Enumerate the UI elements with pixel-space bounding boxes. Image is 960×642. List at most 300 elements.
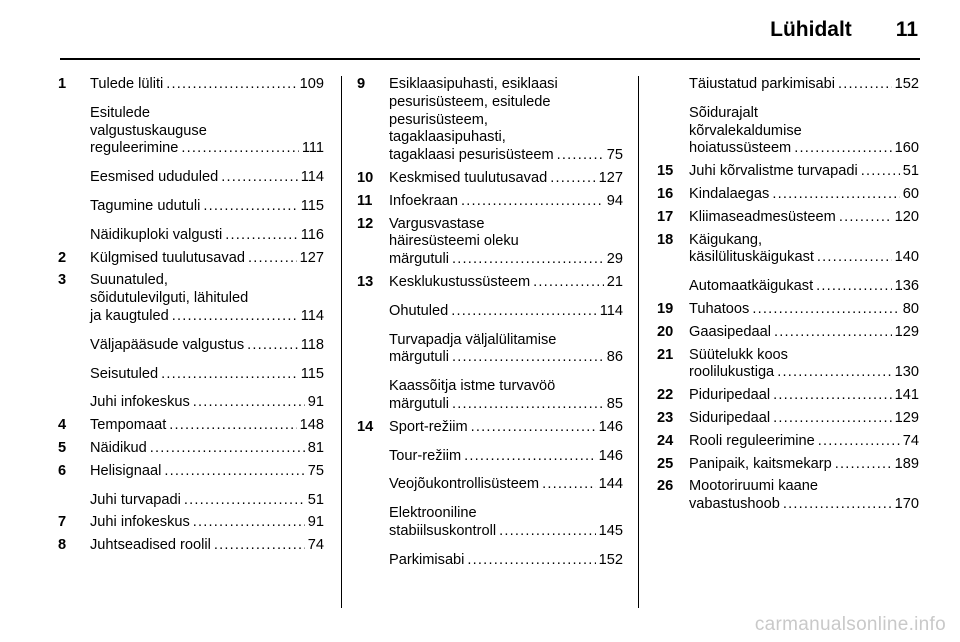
page-reference-link[interactable]: 51 <box>902 163 919 180</box>
entry-text-line: Näidikud <box>90 439 147 456</box>
entry-last-line <box>389 419 623 437</box>
entry-text-line: hoiatussüsteem <box>689 140 792 157</box>
entry-last-line <box>389 476 623 494</box>
item-number: 26 <box>657 478 674 495</box>
page-reference-link[interactable]: 115 <box>300 365 324 382</box>
entry-body <box>389 505 623 541</box>
item-number <box>357 476 389 494</box>
entry-body <box>389 552 623 570</box>
index-entry <box>58 394 324 412</box>
page-reference-link[interactable]: 136 <box>894 278 919 295</box>
entry-body <box>90 198 324 216</box>
entry-text-line: Gaasipedaal <box>689 323 771 340</box>
page-reference-link[interactable]: 114 <box>599 302 623 319</box>
entry-text-line: Süütelukk koos <box>689 346 788 363</box>
dot-leader <box>773 387 892 405</box>
index-entry <box>657 278 919 296</box>
entry-body <box>389 448 623 466</box>
dot-leader <box>181 140 298 158</box>
page-reference-link[interactable]: 29 <box>606 251 623 268</box>
item-number: 20 <box>657 323 674 340</box>
item-number: 13 <box>357 273 374 290</box>
entry-body <box>90 537 324 555</box>
entry-body <box>389 419 623 437</box>
entry-body <box>90 492 324 510</box>
page-reference-link[interactable]: 148 <box>299 417 324 434</box>
dot-leader <box>247 337 298 355</box>
page-reference-link[interactable]: 114 <box>300 169 324 186</box>
entry-body <box>389 216 623 269</box>
entry-body <box>389 332 623 368</box>
item-number <box>58 105 90 158</box>
entry-text-line: Infoekraan <box>389 192 458 209</box>
column-divider <box>638 76 639 608</box>
dot-leader <box>248 250 297 268</box>
page-reference-link[interactable]: 140 <box>894 249 919 266</box>
page-reference-link[interactable]: 85 <box>606 395 623 412</box>
page-number: 11 <box>895 18 918 41</box>
page-reference-link[interactable]: 189 <box>894 455 919 472</box>
entry-text-line: Tour-režiim <box>389 447 462 464</box>
entry-last-line <box>389 274 623 292</box>
page-reference-link[interactable]: 127 <box>598 169 623 186</box>
entry-text-line: stabiilsuskontroll <box>389 522 497 539</box>
watermark: carmanualsonline.info <box>754 614 946 635</box>
index-entry <box>657 324 919 342</box>
entry-last-line <box>90 366 324 384</box>
page-reference-link[interactable]: 51 <box>307 491 324 508</box>
index-entry <box>58 272 324 325</box>
entry-text-line: käsilülituskäigukast <box>689 249 814 266</box>
page-header <box>770 18 918 42</box>
page-reference-link[interactable]: 60 <box>902 185 919 202</box>
entry-text-line: Suunatuled, <box>90 272 168 289</box>
entry-body <box>689 387 919 405</box>
page-reference-link[interactable]: 129 <box>894 323 919 340</box>
dot-leader <box>542 476 596 494</box>
item-number: 10 <box>357 169 374 186</box>
item-number <box>58 198 90 216</box>
item-number: 15 <box>657 163 674 180</box>
entry-body <box>90 227 324 245</box>
item-number <box>357 378 389 414</box>
dot-leader <box>184 492 305 510</box>
dot-leader <box>838 76 892 94</box>
dot-leader <box>816 278 892 296</box>
entry-last-line <box>689 249 919 267</box>
entry-text-line: sõidutulevilguti, lähituled <box>90 290 249 307</box>
index-entry <box>657 105 919 158</box>
item-number: 7 <box>58 514 67 531</box>
entry-body <box>689 163 919 181</box>
dot-leader <box>169 417 296 435</box>
item-number: 5 <box>58 439 67 456</box>
entry-text-line: Sport-režiim <box>389 418 468 435</box>
entry-text-line: Keskmised tuulutusavad <box>389 169 548 186</box>
dot-leader <box>861 163 900 181</box>
entry-last-line <box>90 337 324 355</box>
index-column-1 <box>58 76 324 555</box>
dot-leader <box>193 514 305 532</box>
entry-body <box>389 274 623 292</box>
item-number <box>357 332 389 368</box>
item-number: 21 <box>657 346 674 363</box>
entry-body <box>389 378 623 414</box>
page-reference-link[interactable]: 80 <box>902 300 919 317</box>
item-number <box>657 105 689 158</box>
page-reference-link[interactable]: 21 <box>606 273 623 290</box>
page-reference-link[interactable]: 115 <box>300 197 324 214</box>
entry-body <box>90 105 324 158</box>
page-reference-link[interactable]: 114 <box>300 307 324 324</box>
index-entry <box>357 76 623 165</box>
entry-text-line: Helisignaal <box>90 462 162 479</box>
page-reference-link[interactable]: 130 <box>894 364 919 381</box>
item-number: 17 <box>657 208 674 225</box>
entry-text-line: Näidikuploki valgusti <box>90 226 223 243</box>
dot-leader <box>777 364 891 382</box>
entry-text-line: märgutuli <box>389 251 450 268</box>
index-entry <box>357 274 623 292</box>
item-number: 24 <box>657 432 674 449</box>
entry-last-line <box>689 456 919 474</box>
entry-body <box>90 440 324 458</box>
entry-text-line: Parkimisabi <box>389 551 465 568</box>
page-reference-link[interactable]: 120 <box>894 208 919 225</box>
index-entry <box>357 170 623 188</box>
entry-text-line: Kesklukustussüsteem <box>389 273 531 290</box>
index-entry <box>58 537 324 555</box>
entry-last-line <box>90 76 324 94</box>
dot-leader <box>451 303 597 321</box>
item-number: 1 <box>58 76 67 92</box>
entry-body <box>90 366 324 384</box>
entry-text-line: Väljapääsude valgustus <box>90 336 245 353</box>
index-entry <box>657 347 919 383</box>
entry-last-line <box>689 163 919 181</box>
dot-leader <box>166 76 296 94</box>
entry-last-line <box>389 552 623 570</box>
entry-text-line: reguleerimine <box>90 140 179 157</box>
entry-text-line: pesurisüsteem, esitulede <box>389 93 551 110</box>
entry-text-line: Seisutuled <box>90 365 159 382</box>
dot-leader <box>839 209 892 227</box>
entry-text-line: Tulede lüliti <box>90 76 164 92</box>
dot-leader <box>214 537 305 555</box>
dot-leader <box>794 140 891 158</box>
entry-last-line <box>389 396 623 414</box>
index-entry <box>357 332 623 368</box>
page-reference-link[interactable]: 91 <box>307 514 324 531</box>
dot-leader <box>452 349 604 367</box>
entry-text-line: Piduripedaal <box>689 387 771 404</box>
entry-body <box>689 209 919 227</box>
entry-text-line: Kindalaegas <box>689 185 770 202</box>
entry-text-line: Esiklaasipuhasti, esiklaasi <box>389 76 558 92</box>
page-reference-link[interactable]: 86 <box>606 349 623 366</box>
entry-body <box>689 301 919 319</box>
entry-body <box>689 232 919 268</box>
index-entry <box>657 478 919 514</box>
page-reference-link[interactable]: 116 <box>300 226 324 243</box>
page-reference-link[interactable]: 74 <box>307 537 324 554</box>
dot-leader <box>452 251 604 269</box>
dot-leader <box>772 186 899 204</box>
item-number <box>357 552 389 570</box>
entry-text-line: Panipaik, kaitsmekarp <box>689 455 832 472</box>
entry-last-line <box>689 140 919 158</box>
entry-last-line <box>90 140 324 158</box>
entry-last-line <box>90 169 324 187</box>
entry-body <box>90 463 324 481</box>
entry-body <box>689 186 919 204</box>
entry-text-line: Juhi infokeskus <box>90 394 190 411</box>
page-reference-link[interactable]: 109 <box>299 76 324 92</box>
index-entry <box>357 378 623 414</box>
entry-last-line <box>90 440 324 458</box>
entry-last-line <box>90 227 324 245</box>
entry-body <box>689 278 919 296</box>
page-reference-link[interactable]: 75 <box>606 147 623 164</box>
entry-body <box>90 394 324 412</box>
entry-body <box>689 76 919 94</box>
page-reference-link[interactable]: 127 <box>299 249 324 266</box>
item-number: 4 <box>58 417 67 434</box>
page-reference-link[interactable]: 152 <box>598 551 623 568</box>
entry-text-line: Kliimaseadmesüsteem <box>689 208 836 225</box>
dot-leader <box>161 366 298 384</box>
entry-last-line <box>90 492 324 510</box>
entry-text-line: valgustuskauguse <box>90 122 207 139</box>
dot-leader <box>550 170 595 188</box>
index-entry <box>657 76 919 94</box>
page-reference-link[interactable]: 94 <box>606 192 623 209</box>
index-entry <box>58 440 324 458</box>
dot-leader <box>221 169 298 187</box>
page-reference-link[interactable]: 146 <box>598 418 623 435</box>
dot-leader <box>499 523 596 541</box>
entry-text-line: tagaklaasipuhasti, <box>389 129 506 146</box>
item-number <box>357 505 389 541</box>
entry-body <box>689 410 919 428</box>
entry-text-line: Tagumine udutuli <box>90 197 201 214</box>
index-entry <box>657 301 919 319</box>
entry-last-line <box>389 303 623 321</box>
item-number: 2 <box>58 249 67 266</box>
entry-text-line: Juhi kõrvalistme turvapadi <box>689 163 858 180</box>
page-reference-link[interactable]: 170 <box>894 496 919 513</box>
entry-text-line: Tuhatoos <box>689 300 750 317</box>
index-column-3 <box>657 76 919 514</box>
index-entry <box>58 463 324 481</box>
entry-text-line: Siduripedaal <box>689 409 771 426</box>
item-number <box>58 394 90 412</box>
dot-leader <box>774 324 892 342</box>
dot-leader <box>150 440 305 458</box>
entry-text-line: kõrvalekaldumise <box>689 122 802 139</box>
entry-body <box>389 170 623 188</box>
entry-last-line <box>689 364 919 382</box>
dot-leader <box>773 410 892 428</box>
page-reference-link[interactable]: 146 <box>598 447 623 464</box>
item-number: 6 <box>58 462 67 479</box>
page-reference-link[interactable]: 91 <box>307 394 324 411</box>
entry-last-line <box>90 514 324 532</box>
item-number: 11 <box>357 192 373 209</box>
entry-text-line: Esitulede <box>90 104 151 121</box>
entry-text-line: Ohutuled <box>389 302 449 319</box>
dot-leader <box>225 227 298 245</box>
index-entry <box>657 387 919 405</box>
entry-text-line: pesurisüsteem, <box>389 111 488 128</box>
entry-body <box>90 337 324 355</box>
entry-body <box>689 105 919 158</box>
dot-leader <box>783 496 892 514</box>
entry-body <box>90 272 324 325</box>
entry-text-line: Kaassõitja istme turvavöö <box>389 378 556 395</box>
dot-leader <box>203 198 297 216</box>
entry-last-line <box>389 523 623 541</box>
item-number: 22 <box>657 387 674 404</box>
page-reference-link[interactable]: 160 <box>894 140 919 157</box>
dot-leader <box>164 463 304 481</box>
page-reference-link[interactable]: 141 <box>894 387 919 404</box>
dot-leader <box>818 433 900 451</box>
entry-body <box>689 324 919 342</box>
entry-text-line: märgutuli <box>389 395 450 412</box>
entry-body <box>689 456 919 474</box>
dot-leader <box>172 308 298 326</box>
item-number: 3 <box>58 272 67 289</box>
index-entry <box>58 337 324 355</box>
entry-body <box>389 476 623 494</box>
index-entry <box>657 410 919 428</box>
entry-last-line <box>389 251 623 269</box>
entry-text-line: Turvapadja väljalülitamise <box>389 331 557 348</box>
item-number: 8 <box>58 537 67 554</box>
item-number: 25 <box>657 455 674 472</box>
entry-last-line <box>689 410 919 428</box>
item-number <box>58 337 90 355</box>
index-entry <box>357 552 623 570</box>
dot-leader <box>461 193 604 211</box>
entry-text-line: häiresüsteemi oleku <box>389 233 519 250</box>
dot-leader <box>533 274 604 292</box>
entry-body <box>689 347 919 383</box>
index-entry <box>357 419 623 437</box>
entry-body <box>389 76 623 165</box>
page-title: Lühidalt <box>770 18 852 41</box>
page-reference-link[interactable]: 144 <box>598 476 623 493</box>
entry-text-line: Elektrooniline <box>389 505 477 522</box>
page-reference-link[interactable]: 152 <box>894 76 919 92</box>
page-reference-link[interactable]: 111 <box>301 140 324 157</box>
entry-last-line <box>90 394 324 412</box>
entry-last-line <box>90 250 324 268</box>
dot-leader <box>835 456 892 474</box>
item-number: 18 <box>657 231 674 248</box>
dot-leader <box>467 552 595 570</box>
index-entry <box>58 198 324 216</box>
index-entry <box>58 417 324 435</box>
header-rule <box>60 58 920 60</box>
entry-body <box>90 514 324 532</box>
entry-last-line <box>689 324 919 342</box>
entry-last-line <box>90 308 324 326</box>
index-entry <box>58 366 324 384</box>
entry-text-line: Automaatkäigukast <box>689 278 814 295</box>
entry-body <box>90 169 324 187</box>
entry-last-line <box>90 198 324 216</box>
index-entry <box>657 186 919 204</box>
item-number: 12 <box>357 215 374 232</box>
entry-text-line: Juhi infokeskus <box>90 514 190 531</box>
entry-text-line: Täiustatud parkimisabi <box>689 76 836 92</box>
dot-leader <box>471 419 596 437</box>
index-entry <box>58 227 324 245</box>
index-entry <box>357 193 623 211</box>
entry-last-line <box>689 186 919 204</box>
index-entry <box>657 433 919 451</box>
index-entry <box>58 514 324 532</box>
dot-leader <box>464 448 595 466</box>
dot-leader <box>452 396 604 414</box>
page-reference-link[interactable]: 81 <box>307 439 324 456</box>
index-entry <box>357 216 623 269</box>
entry-text-line: Käigukang, <box>689 231 763 248</box>
page-reference-link[interactable]: 145 <box>598 522 623 539</box>
entry-text-line: märgutuli <box>389 349 450 366</box>
index-column-2 <box>357 76 623 570</box>
entry-text-line: Eesmised ududuled <box>90 169 219 186</box>
entry-last-line <box>90 417 324 435</box>
index-entry <box>657 163 919 181</box>
item-number <box>58 169 90 187</box>
page-reference-link[interactable]: 75 <box>307 462 324 479</box>
index-entry <box>58 105 324 158</box>
index-entry <box>657 232 919 268</box>
entry-last-line <box>389 448 623 466</box>
entry-text-line: roolilukustiga <box>689 364 775 381</box>
item-number <box>657 278 689 296</box>
entry-last-line <box>389 147 623 165</box>
page-reference-link[interactable]: 74 <box>902 432 919 449</box>
page-reference-link[interactable]: 129 <box>894 409 919 426</box>
index-entry <box>657 456 919 474</box>
entry-last-line <box>389 170 623 188</box>
entry-text-line: Juhi turvapadi <box>90 491 181 508</box>
dot-leader <box>752 301 899 319</box>
dot-leader <box>557 147 604 165</box>
item-number <box>657 76 689 94</box>
item-number: 19 <box>657 300 674 317</box>
entry-body <box>90 417 324 435</box>
item-number: 14 <box>357 418 374 435</box>
entry-last-line <box>689 387 919 405</box>
item-number <box>58 227 90 245</box>
entry-last-line <box>689 301 919 319</box>
entry-body <box>90 250 324 268</box>
entry-body <box>389 193 623 211</box>
item-number: 9 <box>357 76 366 92</box>
entry-text-line: Sõidurajalt <box>689 104 758 121</box>
page-reference-link[interactable]: 118 <box>300 336 324 353</box>
entry-last-line <box>90 537 324 555</box>
index-entry <box>58 169 324 187</box>
index-entry <box>357 505 623 541</box>
entry-last-line <box>389 349 623 367</box>
entry-text-line: tagaklaasi pesurisüsteem <box>389 147 554 164</box>
